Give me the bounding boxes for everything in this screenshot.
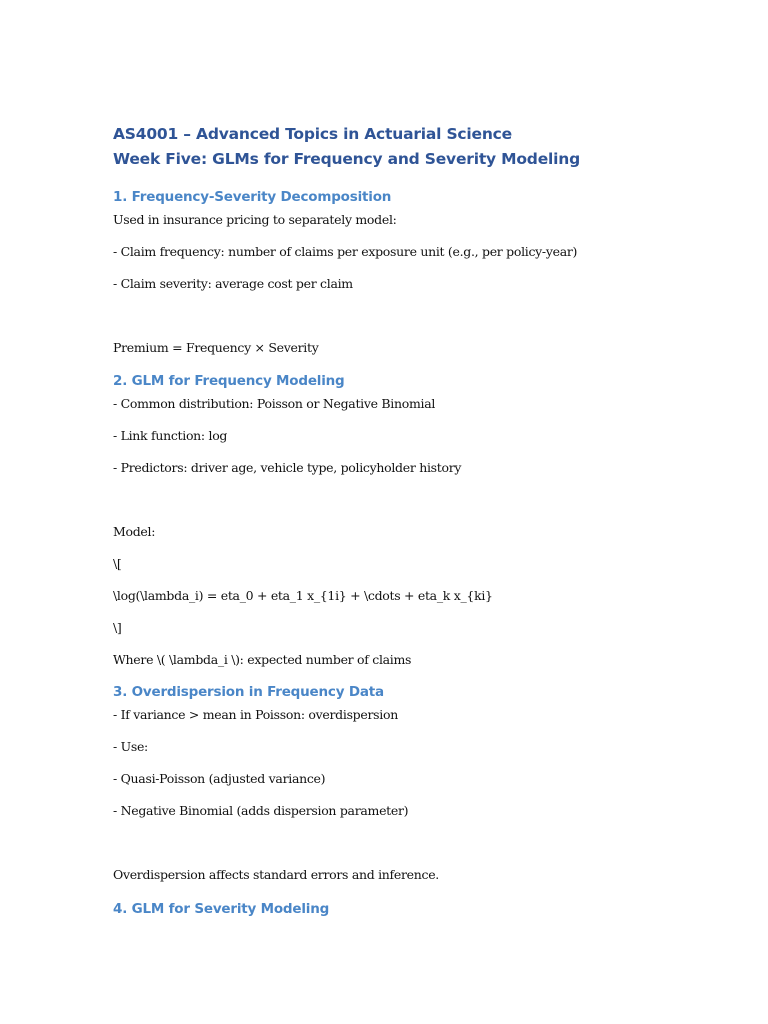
math-close-delimiter: \] bbox=[113, 620, 122, 635]
math-open-delimiter: \[ bbox=[113, 556, 122, 571]
model-equation: \log(\lambda_i) = eta_0 + eta_1 x_{1i} + \cdots + eta_k x_{ki} bbox=[113, 588, 493, 603]
section-heading-severity-glm: 4. GLM for Severity Modeling bbox=[113, 901, 330, 917]
section1-intro: Used in insurance pricing to separately model: bbox=[113, 212, 397, 227]
premium-formula: Premium = Frequency × Severity bbox=[113, 340, 319, 355]
document-title-course: AS4001 – Advanced Topics in Actuarial Science bbox=[113, 125, 512, 143]
section3-bullet-definition: - If variance > mean in Poisson: overdispersion bbox=[113, 707, 398, 722]
section-heading-overdispersion: 3. Overdispersion in Frequency Data bbox=[113, 684, 384, 700]
lambda-definition: Where \( \lambda_i \): expected number of claims bbox=[113, 652, 412, 667]
section3-bullet-quasi-poisson: - Quasi-Poisson (adjusted variance) bbox=[113, 771, 326, 786]
section2-bullet-link: - Link function: log bbox=[113, 428, 228, 443]
section1-bullet-severity: - Claim severity: average cost per claim bbox=[113, 276, 353, 291]
section-heading-frequency-severity: 1. Frequency-Severity Decomposition bbox=[113, 189, 392, 205]
document-title-week: Week Five: GLMs for Frequency and Severity Modeling bbox=[113, 150, 580, 168]
section1-bullet-frequency: - Claim frequency: number of claims per exposure unit (e.g., per policy-year) bbox=[113, 244, 578, 259]
section-heading-frequency-glm: 2. GLM for Frequency Modeling bbox=[113, 373, 345, 389]
model-label: Model: bbox=[113, 524, 156, 539]
section2-bullet-distribution: - Common distribution: Poisson or Negative Binomial bbox=[113, 396, 436, 411]
section3-bullet-use: - Use: bbox=[113, 739, 148, 754]
section2-bullet-predictors: - Predictors: driver age, vehicle type, policyholder history bbox=[113, 460, 462, 475]
section3-bullet-negative-binomial: - Negative Binomial (adds dispersion parameter) bbox=[113, 803, 409, 818]
overdispersion-note: Overdispersion affects standard errors and inference. bbox=[113, 867, 439, 882]
